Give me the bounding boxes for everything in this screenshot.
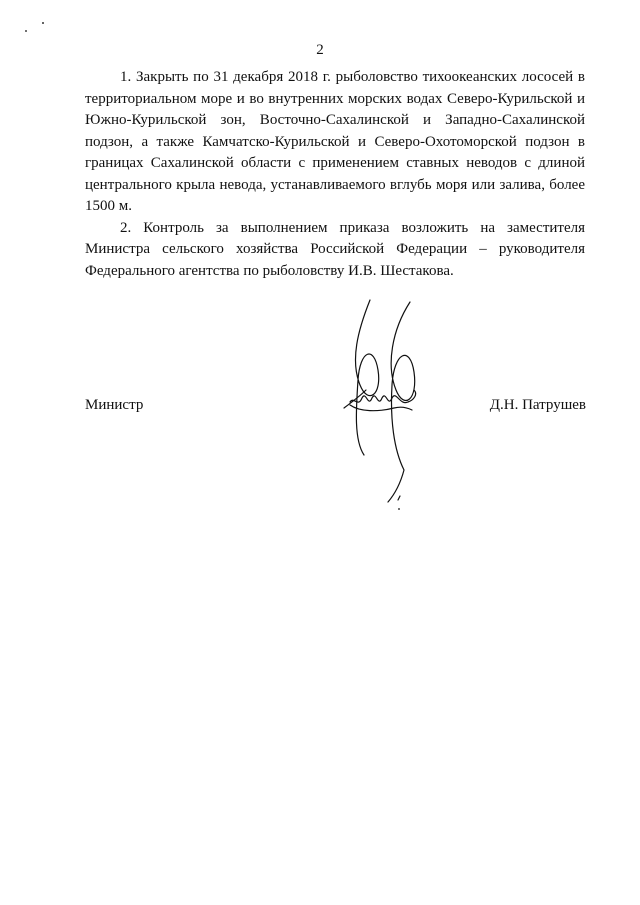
scan-speck [398, 508, 400, 510]
page-number: 2 [316, 42, 324, 58]
paragraph-2: 2. Контроль за выполнением приказа возложить на заместителя Министра сельского хозяйства Российской Федерации – руководителя Федерального агентства по рыболовству И.В. Шестакова. [85, 219, 585, 279]
signatory-role: Министр [85, 397, 144, 413]
scan-speck [42, 22, 44, 24]
handwritten-signature [330, 290, 440, 510]
paragraph-1: 1. Закрыть по 31 декабря 2018 г. рыболовство тихоокеанских лососей в территориальном море и во внутренних морских водах Северо-Курильской и Южно-Курильской зон, Восточно-Сахалинской и Западно-Сахалинской подзон, а также Камчатско-Курильской и Северо-Охотоморской подзон в границах Сахалинской области с применением ставных неводов с длиной центрального крыла невода, устанавливаемого вглубь моря или залива, более 1500 м. [85, 69, 585, 214]
document-body [85, 67, 585, 282]
signatory-name: Д.Н. Патрушев [489, 397, 586, 413]
scan-speck [25, 30, 27, 32]
